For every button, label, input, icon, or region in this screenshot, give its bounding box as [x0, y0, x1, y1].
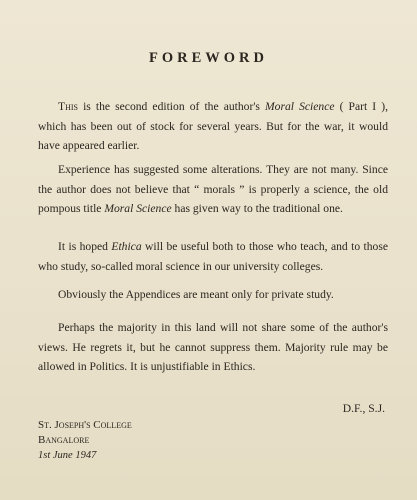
paragraph-5-text: Perhaps the majority in this land will not share some of the author's views. He regrets it, but he cannot suppress them. Majority rule may be allowed in Politics. It is unjustifiable in Ethics.	[38, 321, 388, 373]
book-title-moral-science-2: Moral Science	[104, 202, 172, 215]
paragraph-1-text-a: is the second edition of the author's	[77, 100, 266, 113]
author-signature: D.F., S.J.	[342, 402, 385, 415]
paragraph-3-text-b: will be useful both to those who teach, and to those who study, so-called moral science in our university colleges.	[38, 240, 388, 273]
paragraph-2-text-a: Experience has suggested some alterations. They are not many. Since the author does not believe that “ morals ” is properly a science, the old pompous title	[38, 163, 388, 215]
lead-word: This	[58, 100, 78, 113]
book-title-moral-science: Moral Science	[265, 100, 335, 113]
paragraph-1	[38, 97, 388, 156]
paragraph-1-text-b: ( Part I ), which has been out of stock for several years. But for the war, it would have appeared earlier.	[38, 100, 388, 152]
date-line: 1st June 1947	[38, 450, 97, 461]
page-title: FOREWORD	[149, 50, 268, 66]
paragraph-4	[38, 285, 388, 305]
paragraph-3-text-a: It is hoped	[58, 240, 112, 253]
address-block	[38, 418, 132, 463]
paragraph-4-text: Obviously the Appendices are meant only for private study.	[58, 288, 334, 301]
college-name: St. Joseph's College	[38, 419, 132, 431]
paragraph-5	[38, 318, 388, 377]
city-name: Bangalore	[38, 434, 90, 446]
paragraph-2-text-b: has given way to the traditional one.	[171, 202, 343, 215]
book-title-ethica: Ethica	[111, 240, 142, 253]
paragraph-2	[38, 160, 388, 219]
paragraph-3	[38, 237, 388, 276]
